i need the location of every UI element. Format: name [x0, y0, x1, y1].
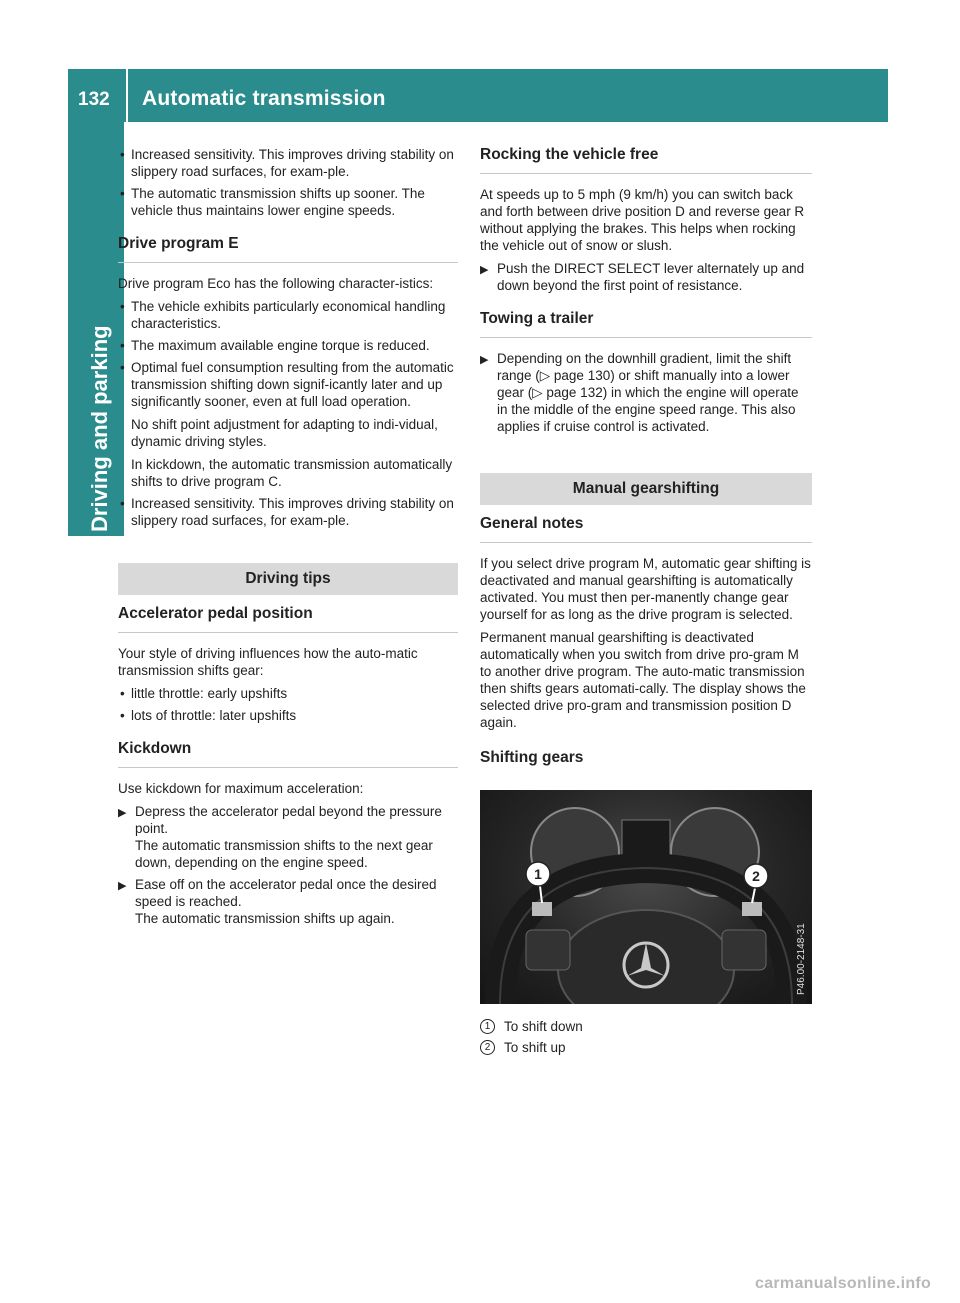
left-spoke-controls: [526, 930, 570, 970]
step-text: Push the DIRECT SELECT lever alternately up and down beyond the first point of resistance.: [497, 261, 805, 293]
list-item: • The vehicle exhibits particularly economical handling characteristics.: [118, 298, 458, 332]
right-spoke-controls: [722, 930, 766, 970]
legend-item: [480, 1018, 812, 1035]
section-heading-rocking: Rocking the vehicle free: [480, 146, 812, 174]
legend-text: To shift down: [504, 1019, 583, 1034]
list-item: • The automatic transmission shifts up sooner. The vehicle thus maintains lower engine speeds.: [118, 185, 458, 219]
paragraph: At speeds up to 5 mph (9 km/h) you can switch back and forth between drive position D and reverse gear R without applying the brakes. This helps when rocking the vehicle out of snow or slush.: [480, 187, 805, 253]
paragraph: Your style of driving influences how the auto-matic transmission shifts gear:: [118, 646, 418, 678]
step-text: Depending on the downhill gradient, limit the shift range (▷ page 130) or shift manually into a lower gear (▷ page 132) in which the engine will operate in the middle of the engine speed range. This also applies if cruise control is activated.: [497, 351, 799, 434]
footer-watermark: carmanualsonline.info: [755, 1275, 932, 1292]
instruction-step: [118, 876, 458, 927]
step-arrow-icon: ▶: [480, 354, 489, 366]
steering-wheel-illustration: [480, 790, 812, 1004]
instruction-step: [480, 350, 812, 435]
step-text: Depress the accelerator pedal beyond the pressure point.: [135, 804, 442, 836]
upshift-paddle: [742, 902, 762, 916]
list-item: • The maximum available engine torque is reduced.: [118, 337, 458, 354]
chapter-title: Automatic transmission: [142, 87, 386, 110]
paragraph: Drive program Eco has the following character-istics:: [118, 276, 434, 291]
left-column: [118, 146, 458, 932]
downshift-paddle: [532, 902, 552, 916]
legend-item: [480, 1039, 812, 1056]
step-text: Ease off on the accelerator pedal once the desired speed is reached.: [135, 877, 437, 909]
callout-2-label: 2: [752, 868, 760, 884]
list-item-continuation: In kickdown, the automatic transmission automatically shifts to drive program C.: [131, 457, 453, 489]
instruction-step: [480, 260, 812, 294]
section-heading-kickdown: Kickdown: [118, 740, 458, 768]
figure-code: P46.00-2148-31: [796, 923, 807, 995]
section-banner-driving-tips: Driving tips: [118, 563, 458, 595]
list-item: [118, 359, 458, 490]
page-number: 132: [78, 89, 110, 110]
list-item: • Increased sensitivity. This improves driving stability on slippery road surfaces, for exam-ple.: [118, 146, 458, 180]
list-item-text: Optimal fuel consumption resulting from the automatic transmission shifting down signif-icantly later and up significantly sooner, even at full load operation.: [131, 360, 454, 409]
step-arrow-icon: ▶: [480, 264, 489, 276]
paragraph: Use kickdown for maximum acceleration:: [118, 781, 364, 796]
instruction-step: [118, 803, 458, 871]
side-tab-label: Driving and parking: [87, 325, 112, 532]
header-divider: [126, 69, 128, 122]
list-item: • lots of throttle: later upshifts: [118, 707, 458, 724]
paragraph: If you select drive program M, automatic gear shifting is deactivated and manual gearshifting is automatically activated. You must then per-manently change gear yourself for as long as the drive program is selected.: [480, 556, 811, 622]
side-tab: [68, 122, 124, 536]
section-heading-accelerator: Accelerator pedal position: [118, 605, 458, 633]
legend-text: To shift up: [504, 1040, 566, 1055]
legend-number: 2: [480, 1040, 495, 1055]
section-heading-general-notes: General notes: [480, 515, 812, 543]
step-result: The automatic transmission shifts to the next gear down, depending on the engine speed.: [135, 838, 433, 870]
callout-1-label: 1: [534, 866, 542, 882]
legend-number: 1: [480, 1019, 495, 1034]
section-heading-drive-program-e: Drive program E: [118, 235, 458, 263]
section-banner-manual-gearshifting: Manual gearshifting: [480, 473, 812, 505]
right-column: [480, 146, 812, 1060]
paragraph: Permanent manual gearshifting is deactivated automatically when you switch from drive pro-gram M to another drive program. The auto-matic transmission then shifts gears automati-cally. The display shows the selected drive pro-gram and transmission position D again.: [480, 630, 806, 730]
list-item-continuation: No shift point adjustment for adapting to indi-vidual, dynamic driving styles.: [131, 417, 438, 449]
step-arrow-icon: ▶: [118, 807, 127, 819]
steering-wheel-figure: [480, 790, 812, 1004]
section-heading-shifting-gears: Shifting gears: [480, 749, 584, 766]
section-heading-towing: Towing a trailer: [480, 310, 812, 338]
page-header: [68, 69, 888, 122]
step-result: The automatic transmission shifts up again.: [135, 911, 395, 926]
step-arrow-icon: ▶: [118, 880, 127, 892]
list-item: • little throttle: early upshifts: [118, 685, 458, 702]
list-item: • Increased sensitivity. This improves driving stability on slippery road surfaces, for exam-ple.: [118, 495, 458, 529]
